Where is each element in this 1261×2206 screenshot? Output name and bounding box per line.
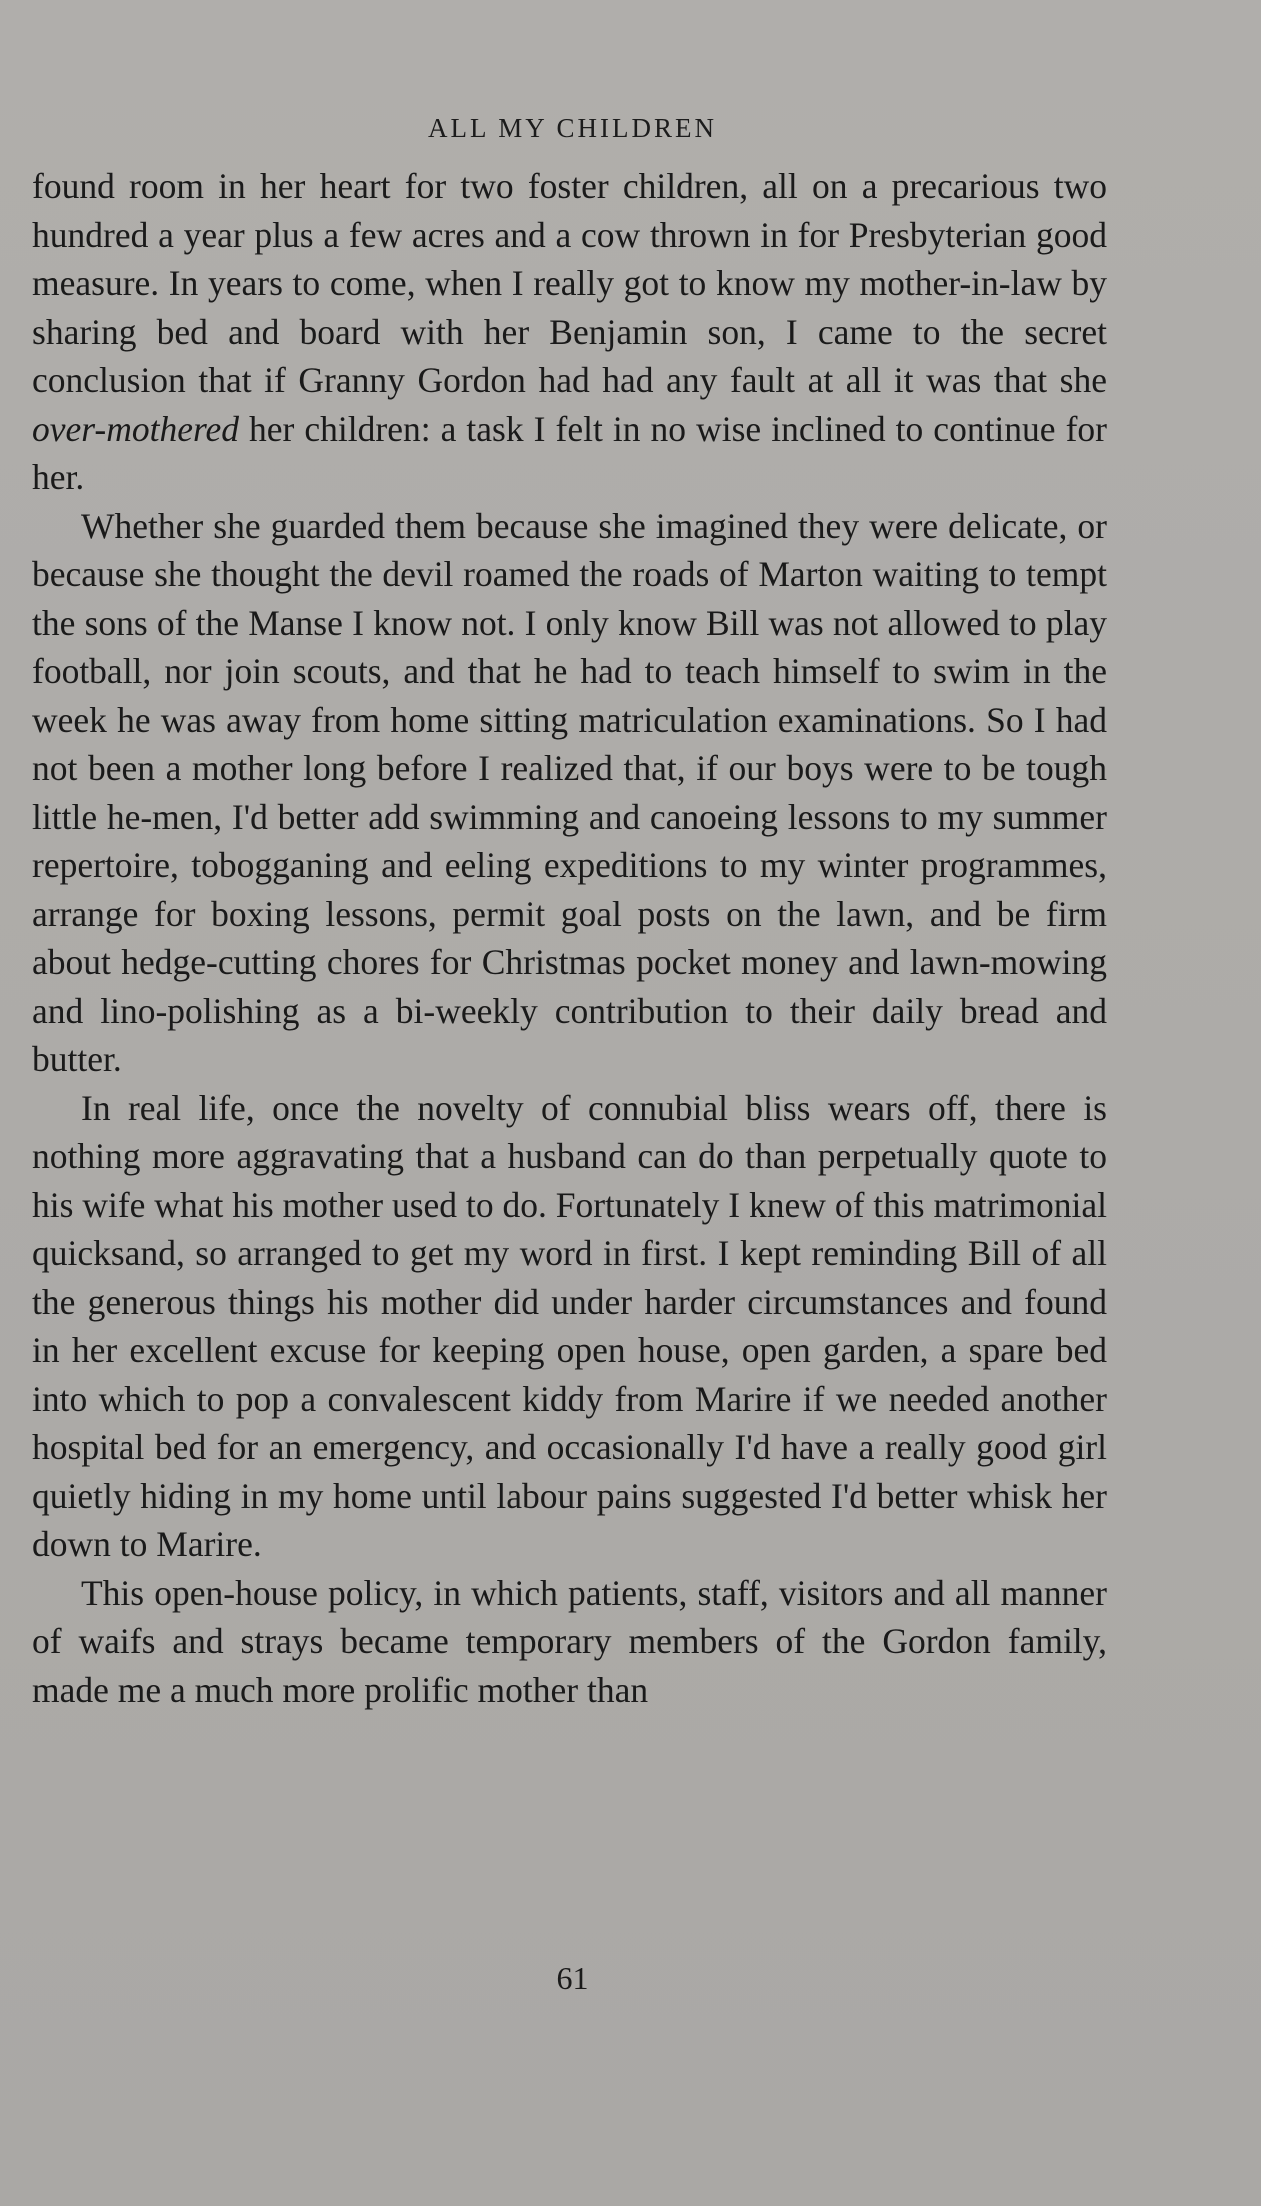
paragraph-1-text: found room in her heart for two foster children, all on a precarious two hundred a year plus a few acres and a cow thrown in for Presbyterian good measure. In years to come, when I really got to know my mother-in-law by sharing bed and board with her Benjamin son, I came to the secret conclusion that if Granny Gordon had had any fault at all it was that she — [32, 166, 1107, 400]
body-text — [32, 162, 1107, 1714]
paragraph-4: This open-house policy, in which patients, staff, visitors and all manner of waifs and strays became temporary members of the Gordon family, made me a much more prolific mother than — [32, 1572, 1107, 1710]
paragraph-3: In real life, once the novelty of connubial bliss wears off, there is nothing more aggravating that a husband can do than perpetually quote to his wife what his mother used to do. Fortunately I knew of this matrimonial quicksand, so arranged to get my word in first. I kept reminding Bill of all the generous things his mother did under harder circumstances and found in her excellent excuse for keeping open house, open garden, a spare bed into which to pop a convalescent kiddy from Marire if we needed another hospital bed for an emergency, and occasionally I'd have a really good girl quietly hiding in my home until labour pains suggested I'd better whisk her down to Marire. — [32, 1087, 1107, 1564]
paragraph-2: Whether she guarded them because she imagined they were delicate, or because she thought the devil roamed the roads of Marton waiting to tempt the sons of the Manse I know not. I only know Bill was not allowed to play football, nor join scouts, and that he had to teach himself to swim in the week he was away from home sitting matriculation examinations. So I had not been a mother long before I realized that, if our boys were to be tough little he-men, I'd better add swimming and canoeing lessons to my summer repertoire, tobogganing and eeling expeditions to my winter programmes, arrange for boxing lessons, permit goal posts on the lawn, and be firm about hedge-cutting chores for Christmas pocket money and lawn-mowing and lino-polishing as a bi-weekly contribution to their daily bread and butter. — [32, 505, 1107, 1079]
paragraph-1 — [32, 162, 1107, 502]
paragraph-1-emphasis: over-mothered — [32, 408, 239, 449]
running-head: ALL MY CHILDREN — [428, 113, 717, 143]
paragraph-1-text-end: her children: a task I felt in no wise inclined to continue for her. — [32, 408, 1107, 497]
page-number: 61 — [556, 1960, 589, 1996]
